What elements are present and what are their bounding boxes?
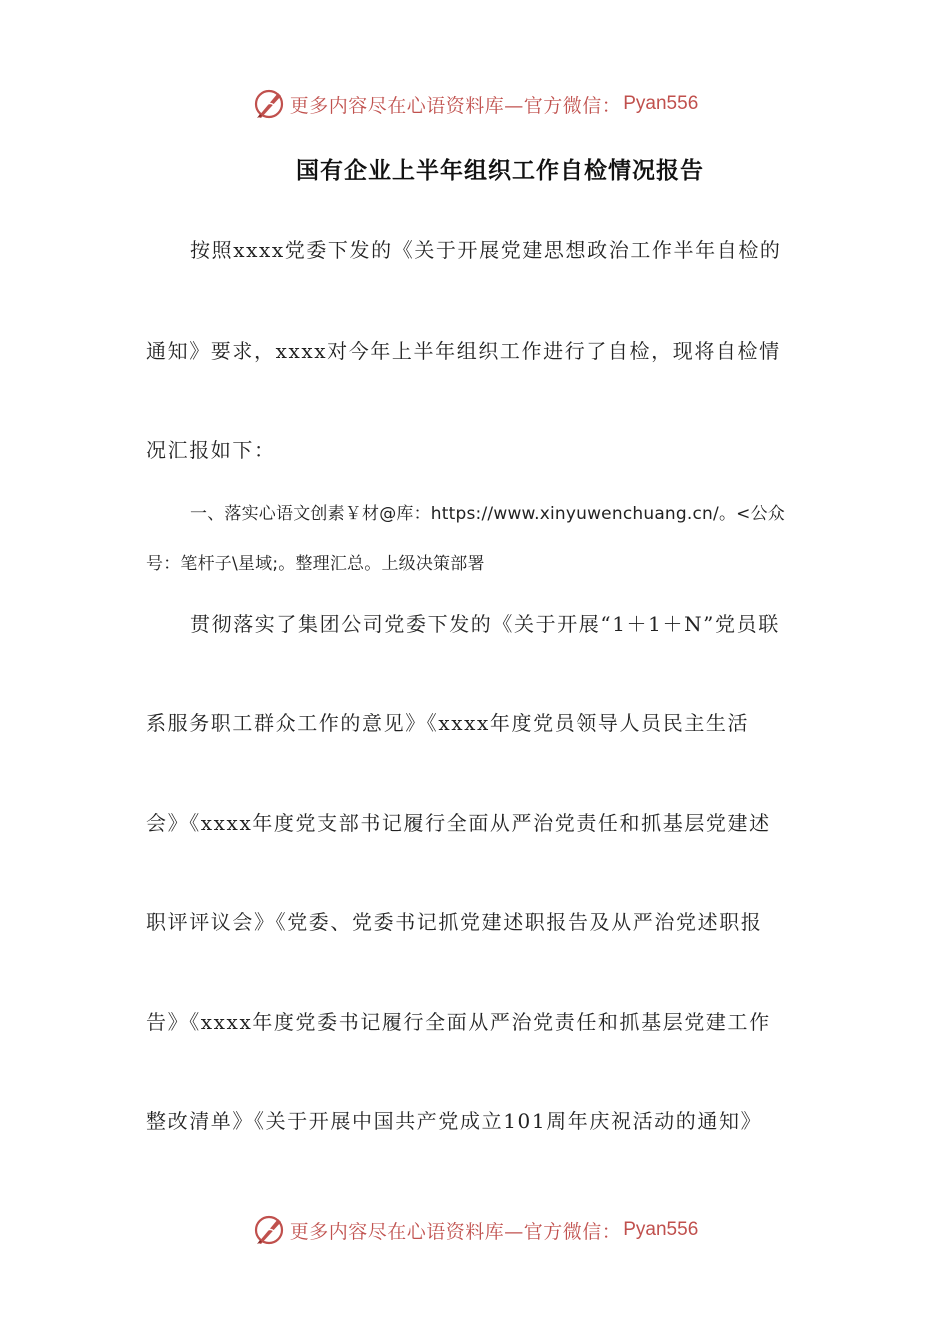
body-line-6: 整改清单》《关于开展中国共产党成立101周年庆祝活动的通知》 (146, 1109, 763, 1133)
watermark-text: 更多内容尽在心语资料库—官方微信： (289, 1220, 622, 1243)
footer-watermark (0, 1210, 950, 1250)
section-heading-line-1: 一、落实心语文创素￥材@库：https://www.xinyuwenchuang.cn/。<公众 (190, 504, 785, 524)
pen-logo-icon (252, 1213, 286, 1247)
body-line-5: 告》《xxxx年度党委书记履行全面从严治党责任和抓基层党建工作 (146, 1010, 771, 1034)
intro-line-2: 通知》要求，xxxx对今年上半年组织工作进行了自检，现将自检情 (146, 339, 781, 363)
document-title: 国有企业上半年组织工作自检情况报告 (296, 158, 704, 184)
body-line-4: 职评评议会》《党委、党委书记抓党建述职报告及从严治党述职报 (146, 910, 763, 934)
pen-logo-icon (252, 87, 286, 121)
watermark-wechat-id: Pyan556 (623, 1219, 699, 1240)
section-heading-line-2: 号：笔杆子\星域;。整理汇总。上级决策部署 (146, 554, 485, 574)
intro-line-3: 况汇报如下： (146, 438, 276, 462)
watermark-wechat-id: Pyan556 (623, 93, 699, 114)
intro-line-1: 按照xxxx党委下发的《关于开展党建思想政治工作半年自检的 (190, 238, 782, 262)
watermark-text: 更多内容尽在心语资料库—官方微信： (289, 94, 622, 117)
header-watermark (0, 84, 950, 124)
body-line-1: 贯彻落实了集团公司党委下发的《关于开展“1＋1＋N”党员联 (190, 612, 780, 636)
body-line-3: 会》《xxxx年度党支部书记履行全面从严治党责任和抓基层党建述 (146, 811, 771, 835)
body-line-2: 系服务职工群众工作的意见》《xxxx年度党员领导人员民主生活 (146, 711, 750, 735)
